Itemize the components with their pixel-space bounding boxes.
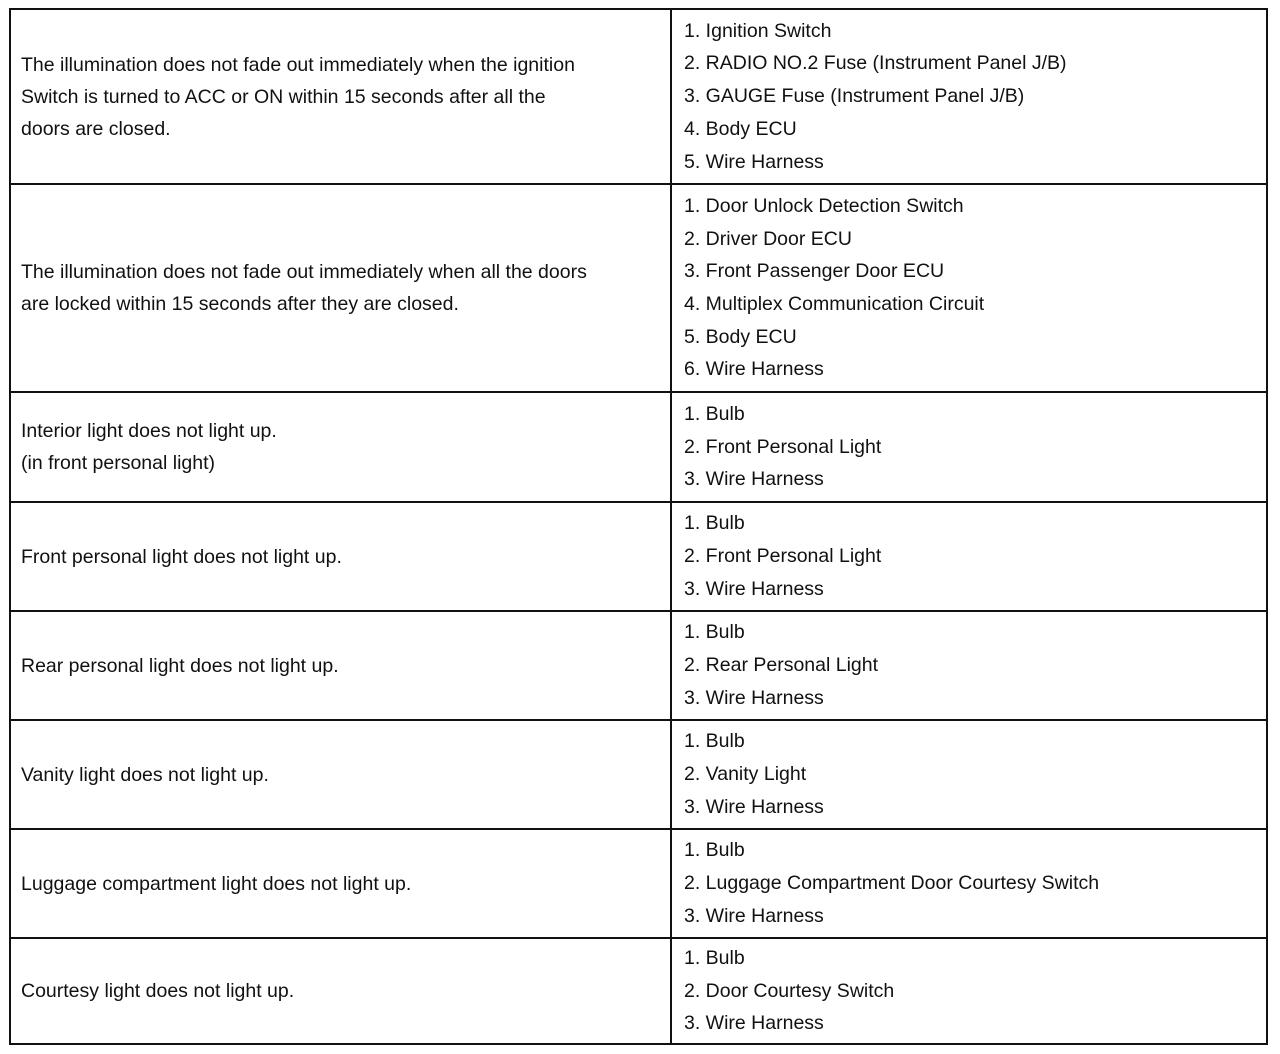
- cause-item: 5. Wire Harness: [684, 150, 824, 173]
- table-row: [11, 612, 1266, 721]
- cause-item: 3. Wire Harness: [684, 468, 824, 491]
- symptom-cell: [11, 939, 672, 1043]
- table-row: [11, 830, 1266, 939]
- symptom-text: Luggage compartment light does not light up.: [21, 872, 412, 895]
- cause-item: 2. Luggage Compartment Door Courtesy Switch: [684, 872, 1100, 895]
- symptom-cell: [11, 185, 672, 391]
- cause-item: 3. Wire Harness: [684, 577, 824, 600]
- symptom-cell: [11, 830, 672, 937]
- cause-item: 6. Wire Harness: [684, 358, 824, 381]
- causes-cell: [672, 612, 1266, 719]
- cause-item: 1. Door Unlock Detection Switch: [684, 194, 964, 217]
- symptom-text: Courtesy light does not light up.: [21, 980, 295, 1002]
- cause-item: 4. Multiplex Communication Circuit: [684, 293, 985, 315]
- cause-item: 3. Front Passenger Door ECU: [684, 260, 945, 283]
- table-row: [11, 393, 1266, 503]
- symptom-cell: [11, 503, 672, 610]
- cause-item: 2. Vanity Light: [684, 763, 807, 786]
- cause-item: 3. Wire Harness: [684, 795, 824, 818]
- cause-item: 1. Bulb: [684, 512, 745, 535]
- table-row: [11, 721, 1266, 830]
- symptom-cell: [11, 612, 672, 719]
- troubleshooting-table: [9, 8, 1268, 1045]
- causes-cell: [672, 393, 1266, 501]
- symptom-text: Front personal light does not light up.: [21, 545, 342, 568]
- symptom-cell: [11, 721, 672, 828]
- cause-item: 3. Wire Harness: [684, 1012, 824, 1035]
- cause-item: 1. Bulb: [684, 946, 745, 969]
- causes-cell: [672, 10, 1266, 183]
- cause-item: 5. Body ECU: [684, 325, 797, 348]
- symptom-text: Interior light does not light up. (in front personal light): [21, 420, 277, 474]
- causes-cell: [672, 185, 1266, 391]
- cause-item: 2. Front Personal Light: [684, 545, 882, 568]
- cause-item: 2. Door Courtesy Switch: [684, 979, 895, 1002]
- table-row: [11, 939, 1266, 1043]
- cause-item: 3. Wire Harness: [684, 904, 824, 927]
- cause-item: 1. Bulb: [684, 839, 745, 862]
- symptom-text: The illumination does not fade out immediately when the ignition Switch is turned to ACC or ON within 15 seconds after all the doors are closed.: [21, 53, 575, 140]
- cause-item: 1. Bulb: [684, 621, 745, 644]
- cause-item: 2. Rear Personal Light: [684, 654, 879, 677]
- table-row: [11, 503, 1266, 612]
- causes-cell: [672, 830, 1266, 937]
- table-row: [11, 10, 1266, 185]
- symptom-cell: [11, 10, 672, 183]
- symptom-text: Rear personal light does not light up.: [21, 654, 339, 677]
- cause-item: 2. Driver Door ECU: [684, 227, 852, 250]
- symptom-cell: [11, 393, 672, 501]
- cause-item: 3. GAUGE Fuse (Instrument Panel J/B): [684, 85, 1025, 108]
- causes-cell: [672, 503, 1266, 610]
- cause-item: 1. Bulb: [684, 730, 745, 753]
- cause-item: 4. Body ECU: [684, 117, 797, 140]
- cause-item: 1. Ignition Switch: [684, 19, 832, 42]
- symptom-text: The illumination does not fade out immediately when all the doors are locked within 15 seconds after they are closed.: [21, 261, 587, 315]
- symptom-text: Vanity light does not light up.: [21, 763, 269, 786]
- cause-item: 3. Wire Harness: [684, 686, 824, 709]
- causes-cell: [672, 939, 1266, 1043]
- cause-item: 2. Front Personal Light: [684, 435, 882, 458]
- causes-cell: [672, 721, 1266, 828]
- cause-item: 1. Bulb: [684, 402, 745, 425]
- table-row: [11, 185, 1266, 393]
- cause-item: 2. RADIO NO.2 Fuse (Instrument Panel J/B): [684, 52, 1067, 75]
